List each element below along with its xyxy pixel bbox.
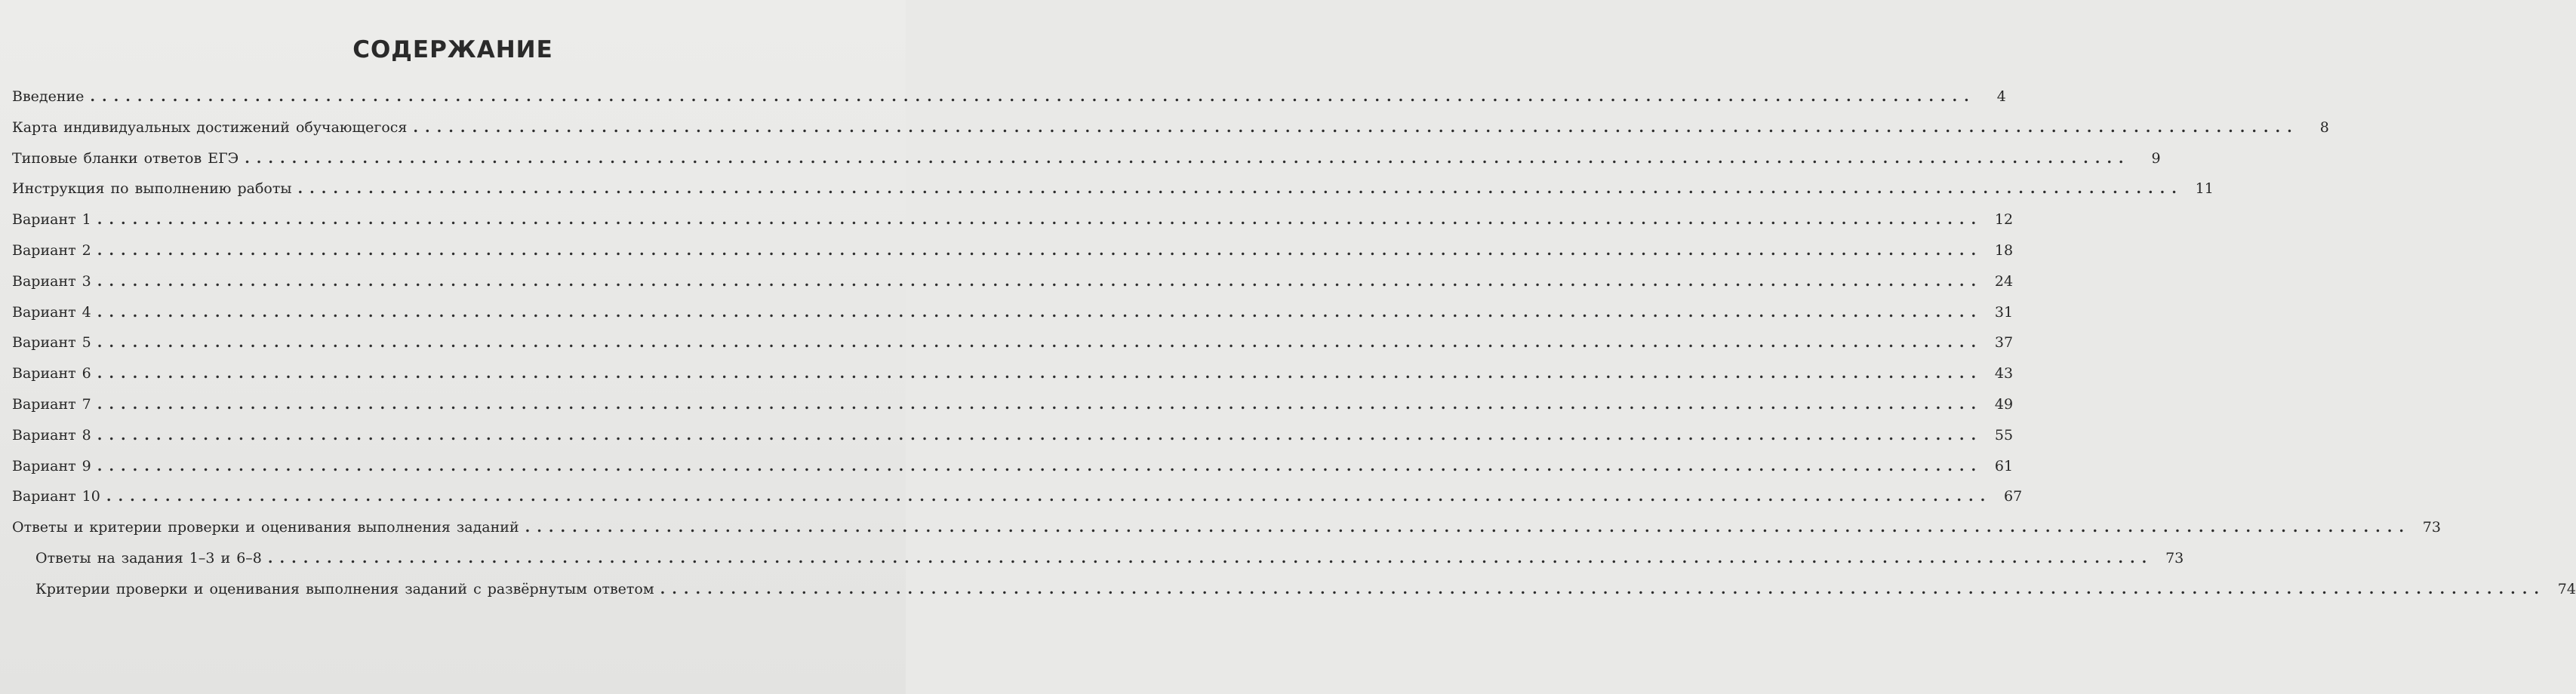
- toc-entry-page-number: 67: [2004, 488, 2023, 505]
- toc-entry-page-number: 18: [1994, 241, 2014, 259]
- toc-dot-leader: ................................................................................................................................................................: [90, 88, 1976, 105]
- toc-dot-leader: ................................................................................................................................................................: [97, 303, 1984, 321]
- toc-entry: [12, 303, 2014, 335]
- toc-entry-label: Вариант 3: [12, 272, 91, 290]
- toc-entry-page-number: 37: [1994, 334, 2014, 352]
- toc-entry-label: Введение: [12, 88, 85, 105]
- toc-entry: [12, 488, 2023, 519]
- toc-entry-page-number: 73: [2165, 549, 2184, 567]
- table-of-contents: [12, 88, 2576, 612]
- toc-entry-label: Инструкция по выполнению работы: [12, 180, 292, 198]
- toc-entry-page-number: 8: [2319, 118, 2329, 136]
- toc-dot-leader: ................................................................................................................................................................: [106, 488, 1993, 505]
- toc-entry-label: Вариант 1: [12, 211, 91, 229]
- toc-entry-label: Вариант 2: [12, 241, 91, 259]
- toc-entry: [12, 426, 2014, 458]
- toc-entry-page-number: 55: [1994, 426, 2014, 444]
- toc-entry-label: Критерии проверки и оценивания выполнения заданий с развёрнутым ответом: [35, 580, 654, 597]
- toc-entry-label: Вариант 8: [12, 426, 91, 444]
- toc-entry: [12, 580, 2576, 612]
- page-title: СОДЕРЖАНИЕ: [352, 36, 553, 63]
- toc-dot-leader: ................................................................................................................................................................: [97, 241, 1984, 259]
- toc-entry: [12, 457, 2014, 489]
- toc-entry-page-number: 74: [2557, 580, 2576, 597]
- toc-entry: [12, 118, 2329, 150]
- toc-entry: [12, 211, 2014, 242]
- toc-entry-page-number: 61: [1994, 457, 2014, 474]
- toc-dot-leader: ................................................................................................................................................................: [97, 457, 1984, 474]
- toc-dot-leader: ................................................................................................................................................................: [97, 395, 1984, 413]
- toc-entry-label: Карта индивидуальных достижений обучающегося: [12, 118, 408, 136]
- toc-entry: [12, 149, 2161, 181]
- toc-entry-page-number: 43: [1994, 365, 2014, 382]
- toc-entry-label: Вариант 5: [12, 334, 91, 352]
- toc-entry: [12, 549, 2184, 581]
- toc-entry-label: Вариант 9: [12, 457, 91, 474]
- toc-entry-label: Вариант 4: [12, 303, 91, 321]
- toc-entry-page-number: 9: [2151, 149, 2161, 167]
- toc-entry-page-number: 11: [2195, 180, 2214, 198]
- toc-dot-leader: ................................................................................................................................................................: [245, 149, 2131, 167]
- toc-entry-label: Вариант 7: [12, 395, 91, 413]
- toc-entry-page-number: 24: [1994, 272, 2014, 290]
- toc-entry-label: Ответы на задания 1–3 и 6–8: [35, 549, 262, 567]
- toc-entry: [12, 395, 2014, 427]
- toc-dot-leader: ................................................................................................................................................................: [97, 211, 1984, 229]
- toc-entry-page-number: 73: [2422, 519, 2441, 536]
- toc-entry-page-number: 31: [1994, 303, 2014, 321]
- toc-entry-label: Вариант 6: [12, 365, 91, 382]
- toc-entry-page-number: 12: [1994, 211, 2014, 229]
- toc-dot-leader: ................................................................................................................................................................: [97, 426, 1984, 444]
- toc-dot-leader: ................................................................................................................................................................: [525, 519, 2411, 536]
- toc-entry: [12, 180, 2214, 211]
- toc-entry-label: Ответы и критерии проверки и оценивания выполнения заданий: [12, 519, 519, 536]
- toc-dot-leader: ................................................................................................................................................................: [97, 272, 1984, 290]
- toc-dot-leader: ................................................................................................................................................................: [267, 549, 2154, 567]
- toc-entry: [12, 272, 2014, 304]
- toc-dot-leader: ................................................................................................................................................................: [413, 118, 2299, 136]
- toc-entry-page-number: 4: [1996, 88, 2006, 105]
- toc-entry-label: Типовые бланки ответов ЕГЭ: [12, 149, 239, 167]
- toc-entry-page-number: 49: [1994, 395, 2014, 413]
- toc-entry: [12, 241, 2014, 273]
- toc-dot-leader: ................................................................................................................................................................: [660, 580, 2546, 597]
- toc-dot-leader: ................................................................................................................................................................: [97, 334, 1984, 352]
- toc-entry: [12, 519, 2441, 550]
- toc-entry: [12, 365, 2014, 396]
- toc-dot-leader: ................................................................................................................................................................: [97, 365, 1984, 382]
- toc-entry: [12, 88, 2006, 119]
- toc-entry-label: Вариант 10: [12, 488, 100, 505]
- toc-dot-leader: ................................................................................................................................................................: [297, 180, 2184, 198]
- toc-entry: [12, 334, 2014, 365]
